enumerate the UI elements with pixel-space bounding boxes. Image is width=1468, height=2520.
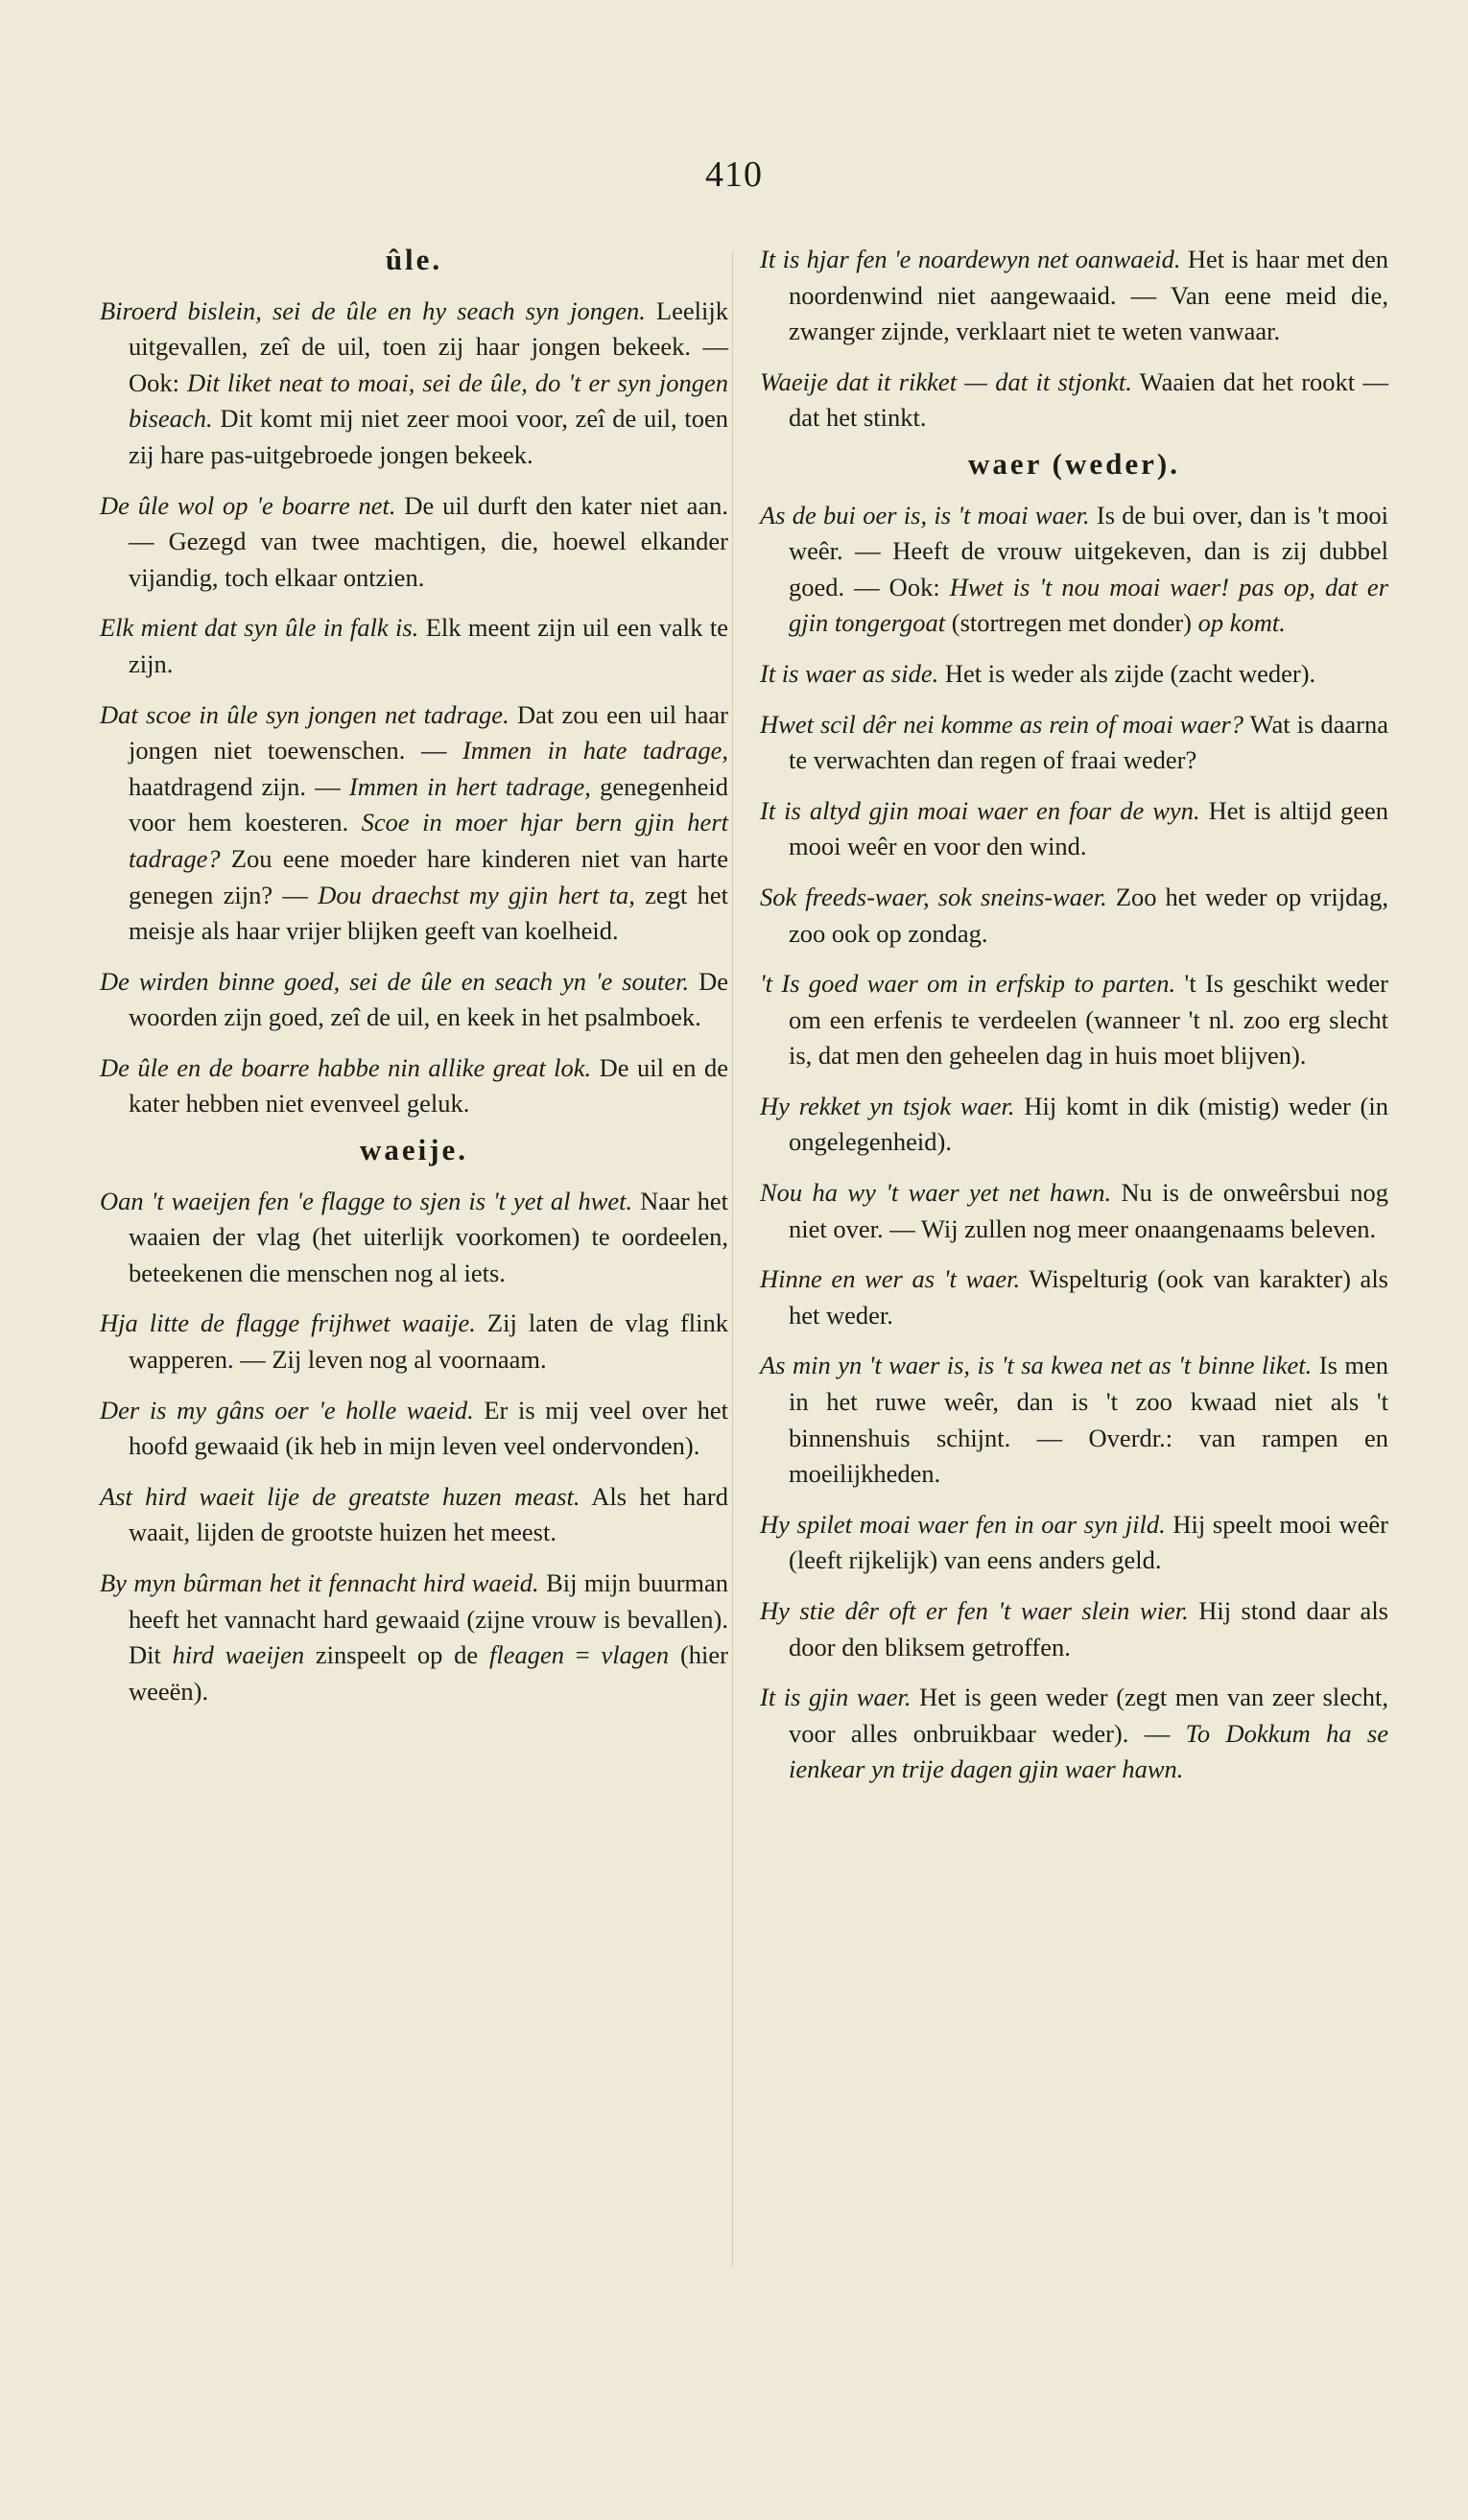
- frisian-phrase: Hinne en wer as 't waer.: [760, 1264, 1021, 1294]
- entries-waeije-continued: [760, 242, 1388, 436]
- frisian-phrase: Immen in hate tadrage,: [462, 736, 728, 765]
- dutch-text: Dat zou een uil haar jongen niet toewenschen. —: [129, 699, 728, 765]
- dictionary-entry: [760, 707, 1388, 779]
- dictionary-entry: [760, 880, 1388, 952]
- dictionary-entry: [100, 1566, 728, 1709]
- frisian-phrase: It is hjar fen 'e noardewyn net oanwaeid.: [760, 245, 1181, 273]
- dutch-text: Er is mij veel over het hoofd gewaaid (ik heb in mijn leven veel ondervonden).: [129, 1395, 729, 1461]
- entries-waer: [760, 498, 1388, 1788]
- section-heading-waer: waer (weder).: [968, 446, 1180, 481]
- dictionary-entry: [760, 1593, 1388, 1665]
- dutch-text: Het is altijd geen mooi weêr en voor den wind.: [789, 795, 1388, 861]
- dutch-text: haatdragend zijn. —: [129, 771, 349, 801]
- dictionary-entry: [100, 1184, 728, 1292]
- frisian-phrase: It is gjin waer.: [760, 1683, 912, 1712]
- frisian-phrase: vlagen: [601, 1640, 670, 1670]
- frisian-phrase: Sok freeds-waer, sok sneins-waer.: [760, 882, 1107, 911]
- frisian-phrase: Immen in hert tadrage,: [348, 771, 591, 801]
- dutch-text: zegt het meisje als haar vrijer blijken geeft van koelheid.: [129, 880, 729, 946]
- dutch-text: Zoo het weder op vrijdag, zoo ook op zondag.: [789, 882, 1388, 948]
- entries-waeije: [100, 1184, 728, 1710]
- frisian-phrase: 't Is goed waer om in erfskip to parten.: [760, 969, 1176, 999]
- frisian-phrase: Hy stie dêr oft er fen 't waer slein wier.: [760, 1596, 1189, 1625]
- dictionary-entry: [100, 1306, 728, 1378]
- dutch-text: Dit komt mij niet zeer mooi voor, zeî de uil, toen zij hare pas-uitgebroede jongen bekeek.: [129, 404, 728, 469]
- dictionary-entry: [760, 1680, 1388, 1788]
- dutch-text: Bij mijn buurman heeft het vannacht hard gewaaid (zijne vrouw is bevallen). Dit: [129, 1568, 729, 1670]
- dutch-text: Leelijk uitgevallen, zeî de uil, toen zij haar jongen bekeek. — Ook:: [129, 295, 728, 397]
- frisian-phrase: Ast hird waeit lije de greatste huzen meast.: [100, 1481, 580, 1511]
- frisian-phrase: Elk mient dat syn ûle in falk is.: [100, 613, 419, 643]
- frisian-phrase: As de bui oer is, is 't moai waer.: [760, 500, 1090, 530]
- frisian-phrase: It is altyd gjin moai waer en foar de wyn.: [760, 795, 1200, 825]
- dutch-text: Elk meent zijn uil een valk te zijn.: [129, 613, 728, 678]
- frisian-phrase: It is waer as side.: [760, 658, 939, 688]
- dutch-text: Zou eene moeder hare kinderen niet van harte genegen zijn? —: [129, 843, 728, 909]
- dictionary-entry: [760, 966, 1388, 1074]
- dutch-text: Het is geen weder (zegt men van zeer slecht, voor alles onbruikbaar weder). —: [789, 1683, 1388, 1748]
- dictionary-entry: [760, 1507, 1388, 1579]
- frisian-phrase: As min yn 't waer is, is 't sa kwea net as 't binne liket.: [760, 1351, 1313, 1380]
- frisian-phrase: De ûle wol op 'e boarre net.: [100, 490, 396, 520]
- dictionary-entry: [100, 1050, 728, 1122]
- frisian-phrase: Dat scoe in ûle syn jongen net tadrage.: [100, 699, 509, 729]
- frisian-phrase: Oan 't waeijen fen 'e flagge to sjen is 't yet al hwet.: [100, 1186, 633, 1215]
- dictionary-entry: [760, 656, 1388, 693]
- dutch-text: Zij laten de vlag flink wapperen. — Zij leven nog al voornaam.: [129, 1308, 728, 1375]
- dictionary-entry: [760, 1089, 1388, 1161]
- dutch-text: Nu is de onweêrsbui nog niet over. — Wij zullen nog meer onaangenaams beleven.: [789, 1178, 1388, 1243]
- entries-ule: [100, 294, 728, 1122]
- frisian-phrase: fleagen: [488, 1640, 564, 1670]
- dutch-text: Het is weder als zijde (zacht weder).: [938, 658, 1316, 688]
- frisian-phrase: op komt.: [1197, 608, 1286, 638]
- frisian-phrase: Der is my gâns oer 'e holle waeid.: [100, 1395, 474, 1425]
- section-heading-waeije: waeije.: [359, 1133, 469, 1167]
- frisian-phrase: hird waeijen: [172, 1640, 305, 1670]
- dutch-text: Hij speelt mooi weêr (leeft rijkelijk) van eens anders geld.: [789, 1509, 1388, 1575]
- dutch-text: zinspeelt op de: [304, 1640, 489, 1670]
- dutch-text: Is men in het ruwe weêr, dan is 't zoo kwaad niet als 't binnenshuis schijnt. — Overdr.: van rampen en moeilijkheden.: [789, 1351, 1389, 1489]
- dutch-text: Wispelturig (ook van karakter) als het weder.: [789, 1264, 1388, 1330]
- dutch-text: Als het hard waait, lijden de grootste huizen het meest.: [129, 1481, 728, 1547]
- dutch-text: =: [563, 1640, 602, 1670]
- left-column: [100, 242, 728, 1709]
- dictionary-entry: [100, 488, 728, 597]
- dutch-text: De uil en de kater hebben niet evenveel geluk.: [129, 1052, 728, 1119]
- dutch-text: Is de bui over, dan is 't mooi weêr. — Heeft de vrouw uitgekeven, dan is zij dubbel goed. — Ook:: [789, 500, 1388, 601]
- dictionary-entry: [760, 793, 1388, 865]
- dutch-text: 't Is geschikt weder om een erfenis te verdeelen (wanneer 't nl. zoo erg slecht is, dat men den geheelen dag in huis moet blijven).: [789, 969, 1388, 1071]
- frisian-phrase: Hwet scil dêr nei komme as rein of moai waer?: [760, 709, 1244, 739]
- frisian-phrase: Dou draechst my gjin hert ta,: [318, 880, 635, 909]
- frisian-phrase: Biroerd bislein, sei de ûle en hy seach syn jongen.: [100, 295, 646, 325]
- dictionary-entry: [100, 1393, 728, 1465]
- dictionary-entry: [100, 610, 728, 682]
- dutch-text: Wat is daarna te verwachten dan regen of fraai weder?: [789, 709, 1388, 775]
- dictionary-entry: [760, 1348, 1388, 1492]
- frisian-phrase: Hy spilet moai waer fen in oar syn jild.: [760, 1509, 1166, 1539]
- dutch-text: Het is haar met den noordenwind niet aangewaaid. — Van eene meid die, zwanger zijnde, verklaart niet te weten vanwaar.: [789, 245, 1388, 346]
- dutch-text: (hier weeën).: [129, 1640, 728, 1706]
- column-divider: [732, 251, 733, 2266]
- frisian-phrase: Hja litte de flagge frijhwet waaije.: [100, 1308, 476, 1338]
- dictionary-entry: [100, 1479, 728, 1551]
- dictionary-entry: [760, 242, 1388, 350]
- dictionary-entry: [100, 697, 728, 950]
- frisian-phrase: De ûle en de boarre habbe nin allike great lok.: [100, 1052, 592, 1082]
- section-heading-ule: ûle.: [385, 243, 443, 276]
- right-column: [760, 242, 1388, 1788]
- page-number: 410: [705, 154, 763, 195]
- frisian-phrase: De wirden binne goed, sei de ûle en seach yn 'e souter.: [100, 966, 690, 996]
- dictionary-entry: [760, 365, 1388, 436]
- frisian-phrase: By myn bûrman het it fennacht hird waeid.: [100, 1568, 539, 1597]
- frisian-phrase: Hwet is 't nou moai waer! pas op, dat er gjin tongergoat: [789, 572, 1389, 638]
- dutch-text: genegenheid voor hem koesteren.: [129, 771, 728, 837]
- dutch-text: (stortregen met donder): [945, 608, 1198, 638]
- dutch-text: Naar het waaien der vlag (het uiterlijk voorkomen) te oordeelen, beteekenen die menschen nog al iets.: [129, 1186, 728, 1287]
- dutch-text: Hij stond daar als door den bliksem getroffen.: [789, 1596, 1388, 1661]
- frisian-phrase: Nou ha wy 't waer yet net hawn.: [760, 1178, 1112, 1208]
- frisian-phrase: Hy rekket yn tsjok waer.: [760, 1091, 1015, 1120]
- dictionary-entry: [760, 1261, 1388, 1333]
- frisian-phrase: Dit liket neat to moai, sei de ûle, do 't er syn jongen biseach.: [129, 367, 728, 434]
- dictionary-entry: [760, 1175, 1388, 1247]
- dictionary-entry: [100, 294, 728, 474]
- dutch-text: De woorden zijn goed, zeî de uil, en keek in het psalmboek.: [129, 966, 729, 1032]
- frisian-phrase: Waeije dat it rikket — dat it stjonkt.: [760, 366, 1132, 396]
- dictionary-entry: [760, 498, 1388, 642]
- dutch-text: Hij komt in dik (mistig) weder (in ongelegenheid).: [789, 1091, 1388, 1157]
- dutch-text: Waaien dat het rookt — dat het stinkt.: [789, 366, 1388, 433]
- dutch-text: De uil durft den kater niet aan. — Gezegd van twee machtigen, die, hoewel elkander vijandig, toch elkaar ontzien.: [129, 490, 728, 592]
- dictionary-entry: [100, 964, 728, 1036]
- frisian-phrase: Scoe in moer hjar bern gjin hert tadrage?: [129, 808, 728, 873]
- frisian-phrase: To Dokkum ha se ienkear yn trije dagen gjin waer hawn.: [789, 1718, 1389, 1784]
